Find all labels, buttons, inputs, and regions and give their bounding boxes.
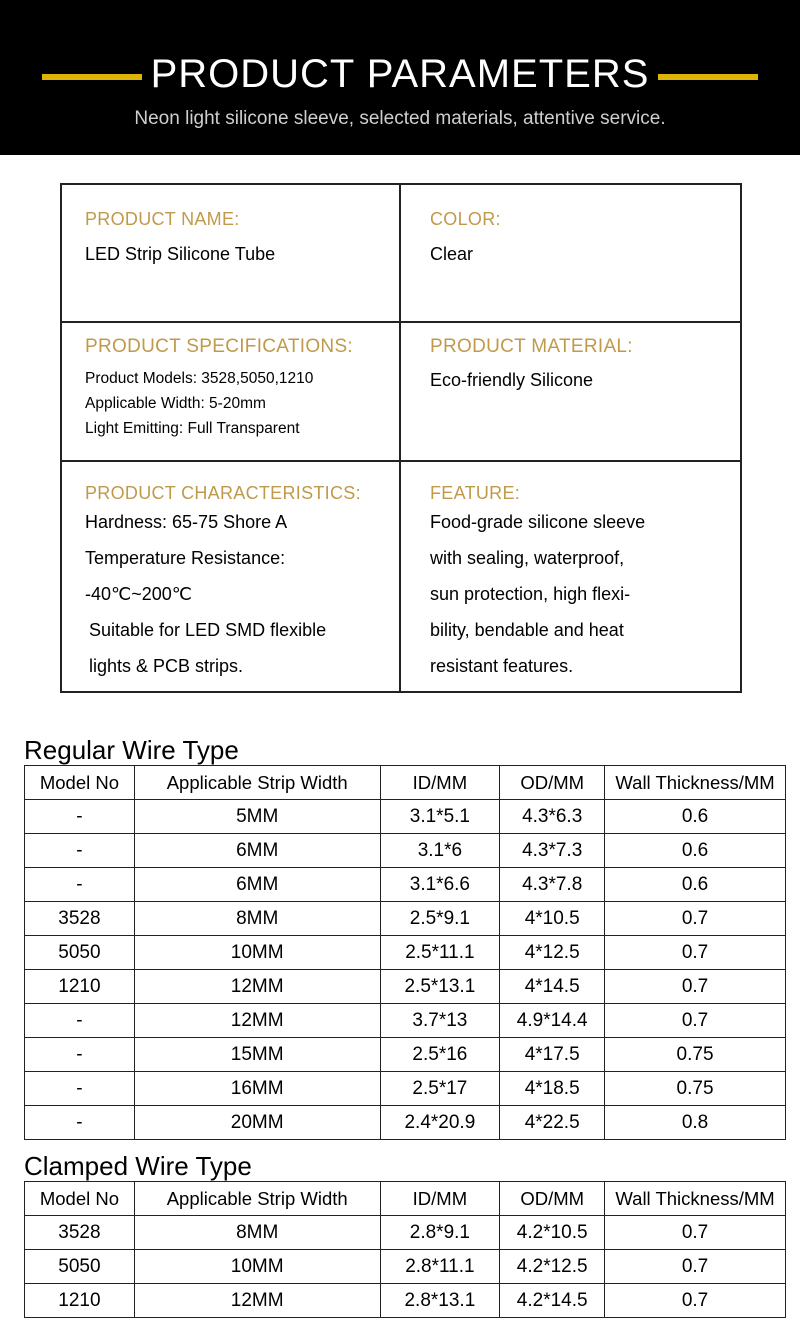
table-row [25,1216,786,1250]
cell-od: 4*18.5 [500,1072,605,1106]
cell-strip-width: 10MM [134,936,380,970]
cell-id: 2.8*11.1 [380,1250,500,1284]
cell-strip-width: 12MM [134,1284,380,1318]
cell-wall-thickness: 0.7 [605,936,786,970]
cell-strip-width: 10MM [134,1250,380,1284]
table-row [25,936,786,970]
cell-wall-thickness: 0.7 [605,902,786,936]
cell-strip-width: 20MM [134,1106,380,1140]
cell-wall-thickness: 0.8 [605,1106,786,1140]
header-od: OD/MM [500,766,605,800]
header-strip-width: Applicable Strip Width [134,766,380,800]
cell-model-no: 5050 [25,1250,135,1284]
cell-model-no: 5050 [25,936,135,970]
cell-id: 2.4*20.9 [380,1106,500,1140]
cell-wall-thickness: 0.75 [605,1072,786,1106]
cell-model-no: - [25,800,135,834]
feature-cell [430,481,645,684]
characteristics-label: PRODUCT CHARACTERISTICS: [85,483,361,503]
parameters-grid [60,183,742,693]
cell-od: 4.9*14.4 [500,1004,605,1038]
characteristics-cell [85,481,361,684]
table-row [25,834,786,868]
cell-strip-width: 6MM [134,834,380,868]
cell-od: 4.2*14.5 [500,1284,605,1318]
clamped-wire-title: Clamped Wire Type [24,1151,252,1181]
header-accent-bar-right [658,74,758,80]
cell-wall-thickness: 0.6 [605,834,786,868]
cell-model-no: - [25,1038,135,1072]
specifications-line: Light Emitting: Full Transparent [85,420,300,437]
cell-od: 4*17.5 [500,1038,605,1072]
cell-wall-thickness: 0.7 [605,1284,786,1318]
material-value: Eco-friendly Silicone [430,370,594,390]
cell-strip-width: 15MM [134,1038,380,1072]
header-model-no: Model No [25,1182,135,1216]
table-row [25,1038,786,1072]
cell-strip-width: 6MM [134,868,380,902]
cell-model-no: 1210 [25,970,135,1004]
page-subtitle: Neon light silicone sleeve, selected materials, attentive service. [134,108,666,129]
table-row [25,1284,786,1318]
cell-id: 2.8*9.1 [380,1216,500,1250]
header-wall-thickness: Wall Thickness/MM [605,1182,786,1216]
cell-od: 4.2*10.5 [500,1216,605,1250]
characteristics-line: Suitable for LED SMD flexible [89,620,327,640]
cell-id: 3.7*13 [380,1004,500,1038]
cell-od: 4.3*7.8 [500,868,605,902]
table-header-row [25,766,786,800]
specifications-cell [85,335,353,441]
cell-id: 2.8*13.1 [380,1284,500,1318]
cell-id: 2.5*13.1 [380,970,500,1004]
grid-divider-horizontal [62,460,740,462]
table-row [25,1250,786,1284]
cell-od: 4*12.5 [500,936,605,970]
regular-wire-table [24,765,786,1140]
cell-model-no: 3528 [25,1216,135,1250]
cell-strip-width: 5MM [134,800,380,834]
header-od: OD/MM [500,1182,605,1216]
cell-id: 3.1*6 [380,834,500,868]
page-title: PRODUCT PARAMETERS [150,52,650,96]
table-row [25,800,786,834]
table-header-row [25,1182,786,1216]
characteristics-line: Hardness: 65-75 Shore A [85,512,288,532]
cell-model-no: - [25,1004,135,1038]
material-label: PRODUCT MATERIAL: [430,336,633,357]
table-row [25,868,786,902]
cell-od: 4*22.5 [500,1106,605,1140]
header-wall-thickness: Wall Thickness/MM [605,766,786,800]
cell-model-no: 3528 [25,902,135,936]
header-id: ID/MM [380,766,500,800]
cell-od: 4*10.5 [500,902,605,936]
product-name-cell [85,207,275,266]
cell-wall-thickness: 0.7 [605,970,786,1004]
characteristics-line: lights & PCB strips. [89,656,244,676]
characteristics-line: -40℃~200℃ [85,584,192,604]
cell-wall-thickness: 0.7 [605,1004,786,1038]
table-row [25,902,786,936]
clamped-wire-table [24,1181,786,1318]
characteristics-line: Temperature Resistance: [85,548,286,568]
product-name-label: PRODUCT NAME: [85,209,240,229]
cell-model-no: - [25,1072,135,1106]
cell-strip-width: 8MM [134,1216,380,1250]
table-row [25,1004,786,1038]
cell-id: 3.1*5.1 [380,800,500,834]
header-strip-width: Applicable Strip Width [134,1182,380,1216]
cell-od: 4.2*12.5 [500,1250,605,1284]
header-model-no: Model No [25,766,135,800]
cell-model-no: - [25,868,135,902]
cell-od: 4.3*6.3 [500,800,605,834]
regular-wire-title: Regular Wire Type [24,735,239,765]
specifications-line: Applicable Width: 5-20mm [85,395,266,412]
grid-divider-horizontal [62,321,740,323]
material-cell [430,335,633,392]
cell-wall-thickness: 0.7 [605,1250,786,1284]
specifications-label: PRODUCT SPECIFICATIONS: [85,336,354,357]
feature-line: bility, bendable and heat [430,620,624,640]
feature-line: resistant features. [430,656,574,676]
cell-id: 2.5*9.1 [380,902,500,936]
table-row [25,1072,786,1106]
cell-id: 2.5*11.1 [380,936,500,970]
color-label: COLOR: [430,209,501,229]
color-cell [430,207,501,266]
feature-label: FEATURE: [430,483,521,503]
header-banner [0,0,800,155]
cell-od: 4.3*7.3 [500,834,605,868]
cell-wall-thickness: 0.6 [605,800,786,834]
cell-wall-thickness: 0.6 [605,868,786,902]
cell-id: 3.1*6.6 [380,868,500,902]
cell-strip-width: 8MM [134,902,380,936]
cell-model-no: - [25,834,135,868]
cell-wall-thickness: 0.75 [605,1038,786,1072]
feature-line: with sealing, waterproof, [430,548,625,568]
cell-strip-width: 12MM [134,1004,380,1038]
feature-line: sun protection, high flexi- [430,584,631,604]
cell-od: 4*14.5 [500,970,605,1004]
header-id: ID/MM [380,1182,500,1216]
cell-id: 2.5*16 [380,1038,500,1072]
product-name-value: LED Strip Silicone Tube [85,244,276,264]
feature-line: Food-grade silicone sleeve [430,512,646,532]
cell-model-no: 1210 [25,1284,135,1318]
cell-model-no: - [25,1106,135,1140]
cell-wall-thickness: 0.7 [605,1216,786,1250]
cell-strip-width: 16MM [134,1072,380,1106]
color-value: Clear [430,244,474,264]
cell-strip-width: 12MM [134,970,380,1004]
grid-divider-vertical [399,185,401,691]
table-row [25,1106,786,1140]
table-row [25,970,786,1004]
specifications-line: Product Models: 3528,5050,1210 [85,370,314,387]
cell-id: 2.5*17 [380,1072,500,1106]
